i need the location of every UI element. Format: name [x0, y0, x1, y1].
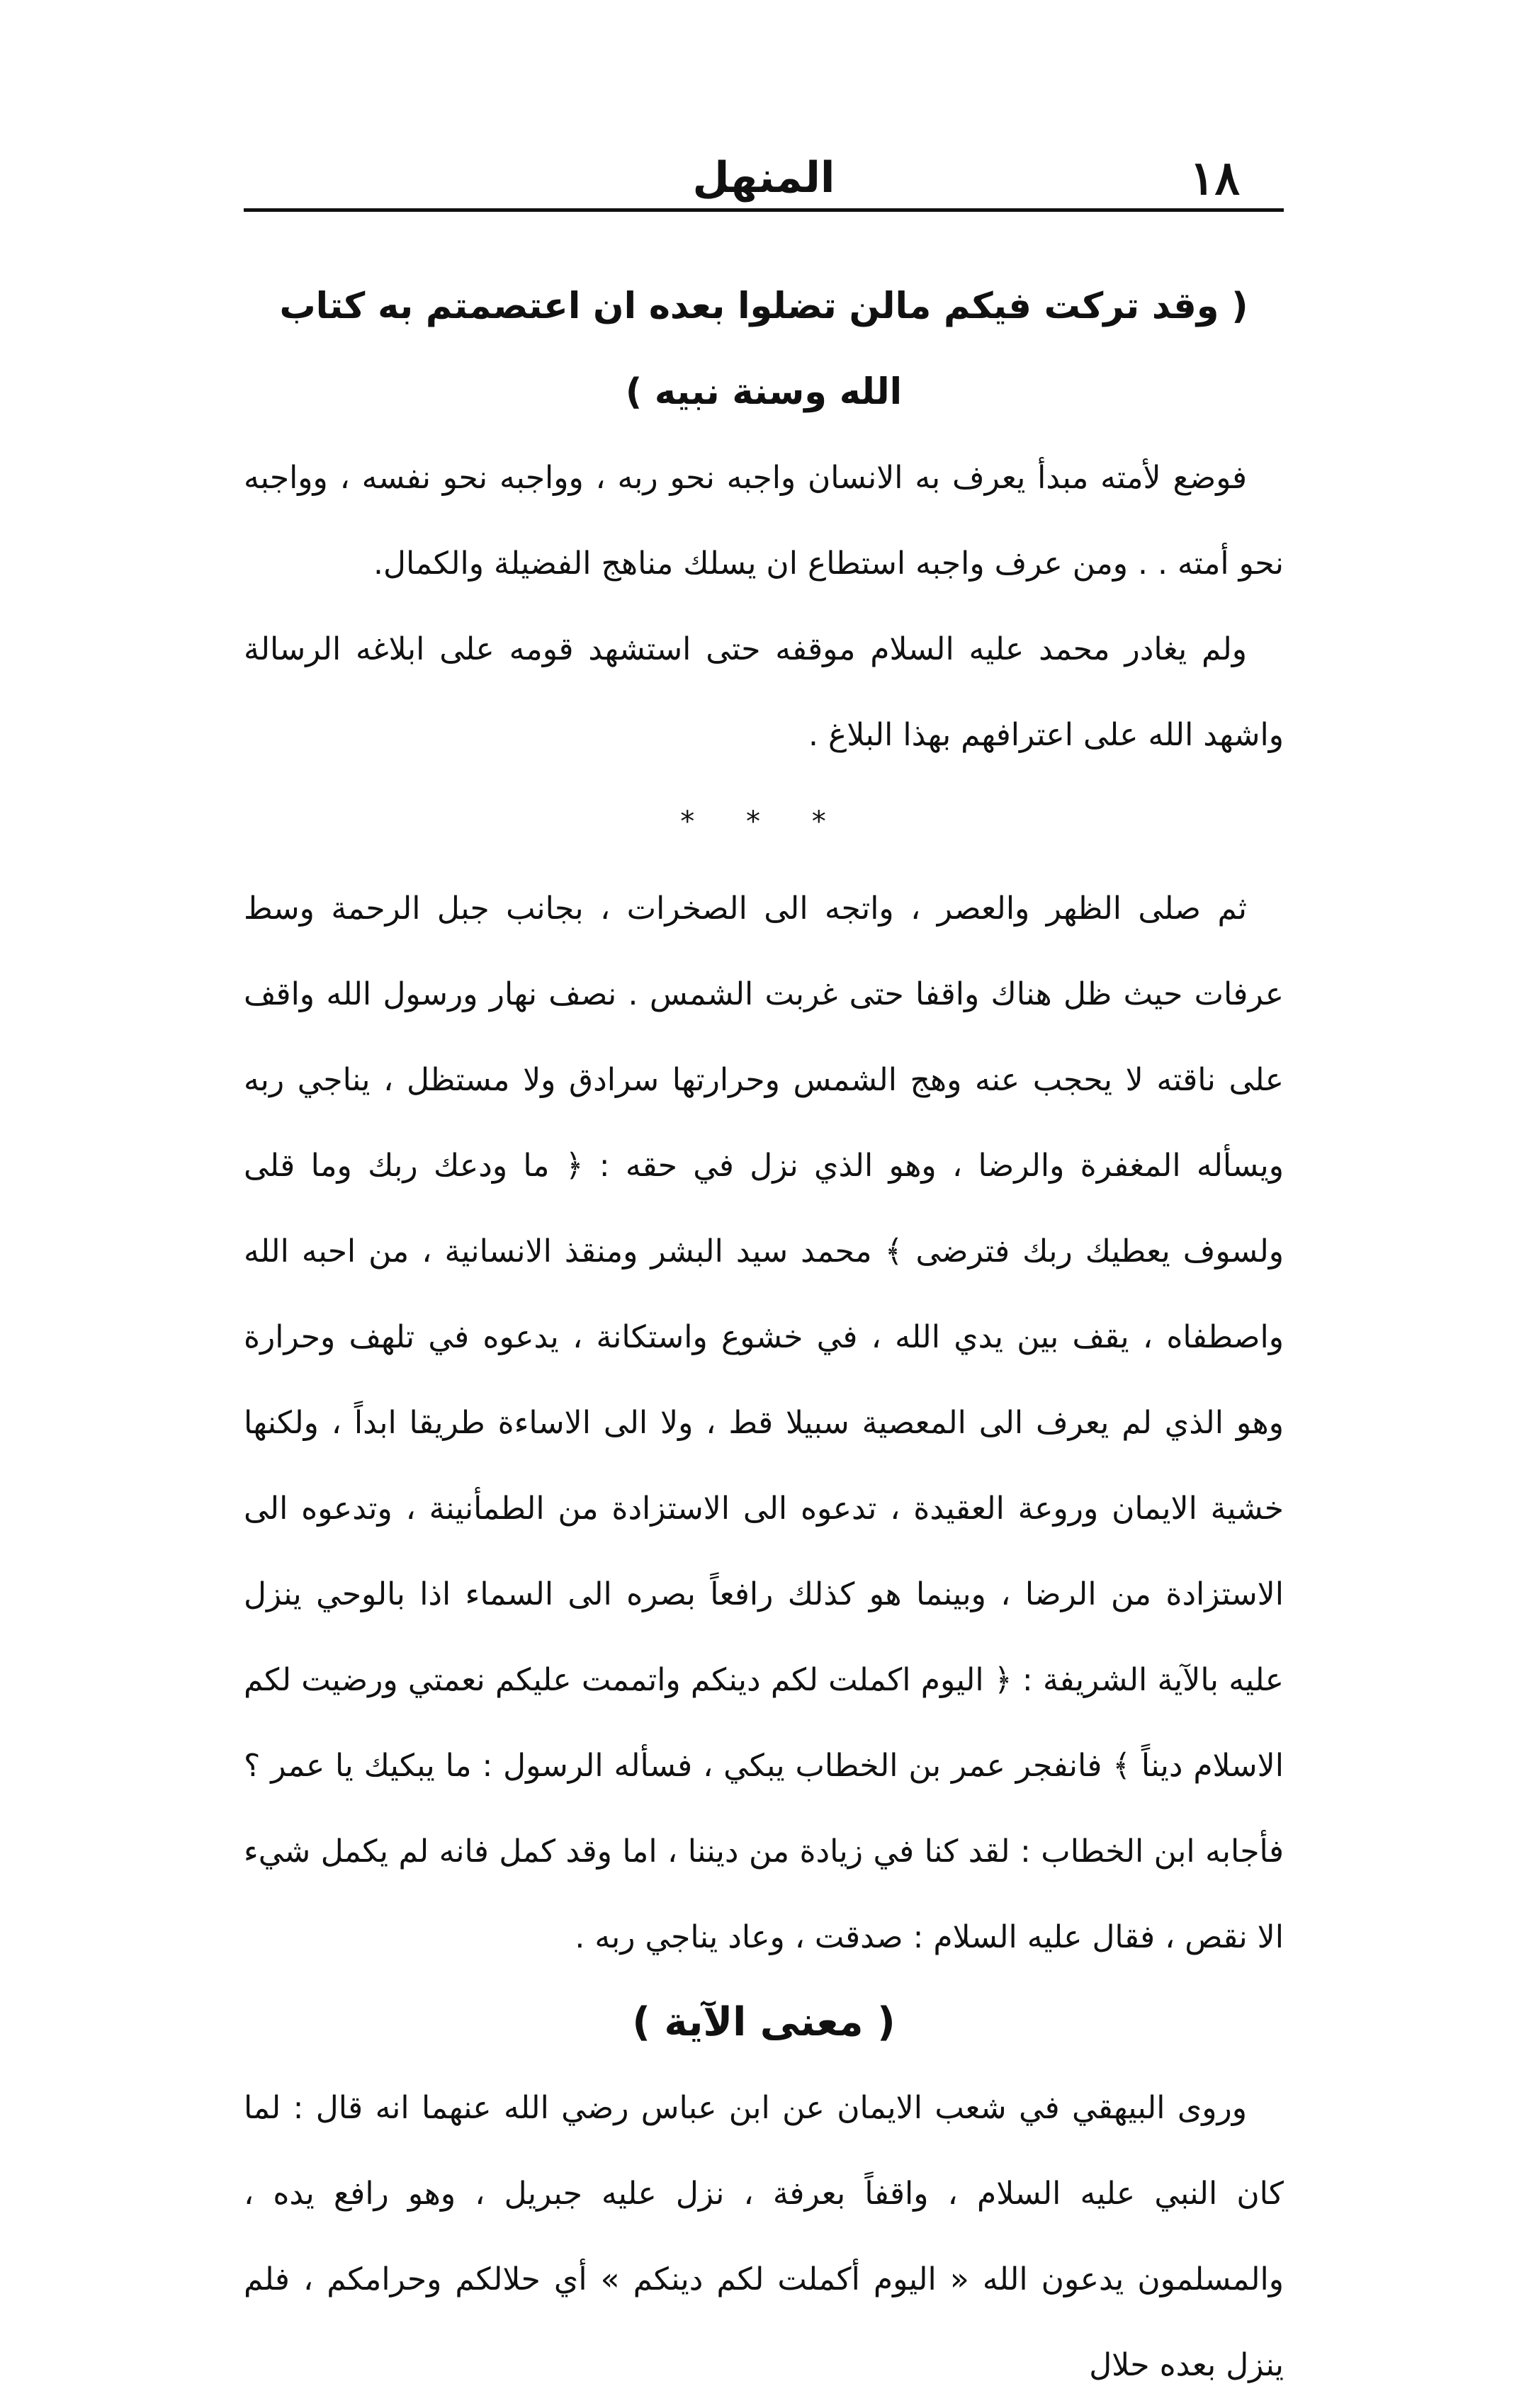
page-header: [244, 135, 1284, 210]
paragraph: ثم صلى الظهر والعصر ، واتجه الى الصخرات ، بجانب جبل الرحمة وسط عرفات حيث ظل هناك واقفا حتى غربت الشمس . نصف نهار ورسول الله واقف على ناقته لا يحجب عنه وهج الشمس وحرارتها سرادق ولا مستظل ، يناجي ربه ويسأله المغفرة والرضا ، وهو الذي نزل في حقه : ﴿ ما ودعك ربك وما قلى ولسوف يعطيك ربك فترضى ﴾ محمد سيد البشر ومنقذ الانسانية ، من احبه الله واصطفاه ، يقف بين يدي الله ، في خشوع واستكانة ، يدعوه في تلهف وحرارة وهو الذي لم يعرف الى المعصية سبيلا قط ، ولا الى الاساءة طريقا ابداً ، ولكنها خشية الايمان وروعة العقيدة ، تدعوه الى الاستزادة من الطمأنينة ، وتدعوه الى الاستزادة من الرضا ، وبينما هو كذلك رافعاً بصره الى السماء اذا بالوحي ينزل عليه بالآية الشريفة : ﴿ اليوم اكملت لكم دينكم واتممت عليكم نعمتي ورضيت لكم الاسلام ديناً ﴾ فانفجر عمر بن الخطاب يبكي ، فسأله الرسول : ما يبكيك يا عمر ؟ فأجابه ابن الخطاب : لقد كنا في زيادة من ديننا ، اما وقد كمل فانه لم يكمل شيء الا نقص ، فقال عليه السلام : صدقت ، وعاد يناجي ربه .: [244, 891, 1284, 1955]
header-rule: [244, 208, 1284, 212]
paragraph: فوضع لأمته مبدأ يعرف به الانسان واجبه نحو ربه ، وواجبه نحو نفسه ، وواجبه نحو أمته . . ومن عرف واجبه استطاع ان يسلك مناهج الفضيلة والكمال.: [244, 460, 1284, 582]
section-heading: ( معنى الآية ): [632, 1999, 896, 2045]
section-separator: * * *: [680, 806, 847, 838]
page-body: [244, 264, 1284, 2408]
hadith-quote: ( وقد تركت فيكم مالن تضلوا بعده ان اعتصمتم به كتاب الله وسنة نبيه ): [279, 286, 1248, 413]
page-number: ١٨: [1190, 150, 1240, 205]
paragraph: وروى البيهقي في شعب الايمان عن ابن عباس رضي الله عنهما انه قال : لما كان النبي عليه السلام ، واقفاً بعرفة ، نزل عليه جبريل ، وهو رافع يده ، والمسلمون يدعون الله « اليوم أكملت لكم دينكم » أي حلالكم وحرامكم ، فلم ينزل بعده حلال: [244, 2090, 1284, 2383]
running-title: المنهل: [692, 153, 835, 203]
paragraph: ولم يغادر محمد عليه السلام موقفه حتى استشهد قومه على ابلاغه الرسالة واشهد الله على اعترافهم بهذا البلاغ .: [244, 631, 1284, 753]
